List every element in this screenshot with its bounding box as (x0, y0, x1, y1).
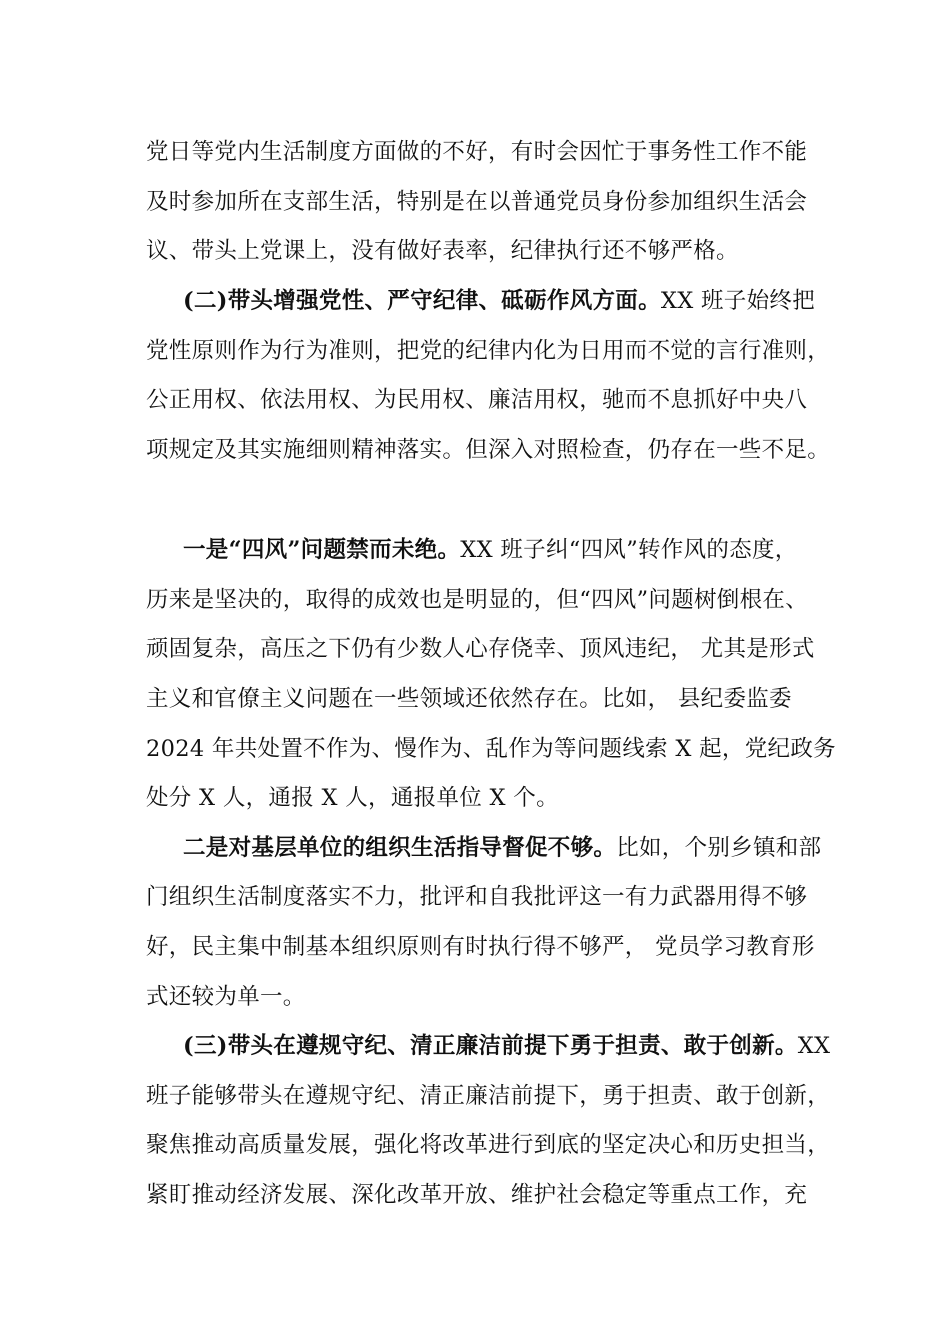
text-run: XX 班子始终把 (660, 288, 815, 314)
text-line: 式还较为单一。 (146, 984, 306, 1010)
text-run: 比如，个别乡镇和部 (616, 835, 822, 861)
text-line: 项规定及其实施细则精神落实。但深入对照检查，仍存在一些不足。 (146, 437, 831, 463)
text-line: 紧盯推动经济发展、深化改革开放、维护社会稳定等重点工作，充 (146, 1182, 808, 1208)
text-line: 门组织生活制度落实不力，批评和自我批评这一有力武器用得不够 (146, 884, 808, 910)
text-run: XX 班子纠“四风”转作风的态度， (460, 537, 798, 563)
text-line (183, 1031, 830, 1061)
text-line: 议、带头上党课上，没有做好表率，纪律执行还不够严格。 (146, 238, 739, 264)
section-heading: (二)带头增强党性、严守纪律、砥砺作风方面。 (183, 288, 661, 314)
text-line: 好，民主集中制基本组织原则有时执行得不够严， 党员学习教育形 (146, 934, 815, 960)
text-line: 顽固复杂，高压之下仍有少数人心存侥幸、顶风违纪， 尤其是形式 (146, 636, 815, 662)
text-line: 公正用权、依法用权、为民用权、廉洁用权，驰而不息抓好中央八 (146, 387, 808, 413)
text-line: 处分 X 人，通报 X 人，通报单位 X 个。 (146, 785, 559, 811)
text-line: 党性原则作为行为准则，把党的纪律内化为日用而不觉的言行准则， (146, 338, 831, 364)
text-run: XX (797, 1033, 831, 1059)
text-line (183, 833, 821, 863)
text-line: 及时参加所在支部生活，特别是在以普通党员身份参加组织生活会 (146, 189, 808, 215)
text-line (183, 535, 798, 565)
section-heading: (三)带头在遵规守纪、清正廉洁前提下勇于担责、敢于创新。 (183, 1033, 798, 1059)
item-heading: 一是“四风”问题禁而未绝。 (183, 537, 461, 563)
text-line: 党日等党内生活制度方面做的不好，有时会因忙于事务性工作不能 (146, 139, 808, 165)
text-line: 班子能够带头在遵规守纪、清正廉洁前提下，勇于担责、敢于创新， (146, 1083, 831, 1109)
text-line (183, 286, 815, 316)
text-line: 2024 年共处置不作为、慢作为、乱作为等问题线索 X 起，党纪政务 (146, 736, 836, 762)
text-line: 历来是坚决的，取得的成效也是明显的，但“四风”问题树倒根在、 (146, 587, 809, 613)
text-line: 聚焦推动高质量发展，强化将改革进行到底的坚定决心和历史担当， (146, 1132, 831, 1158)
item-heading: 二是对基层单位的组织生活指导督促不够。 (183, 835, 617, 861)
text-line: 主义和官僚主义问题在一些领域还依然存在。比如， 县纪委监委 (146, 686, 792, 712)
